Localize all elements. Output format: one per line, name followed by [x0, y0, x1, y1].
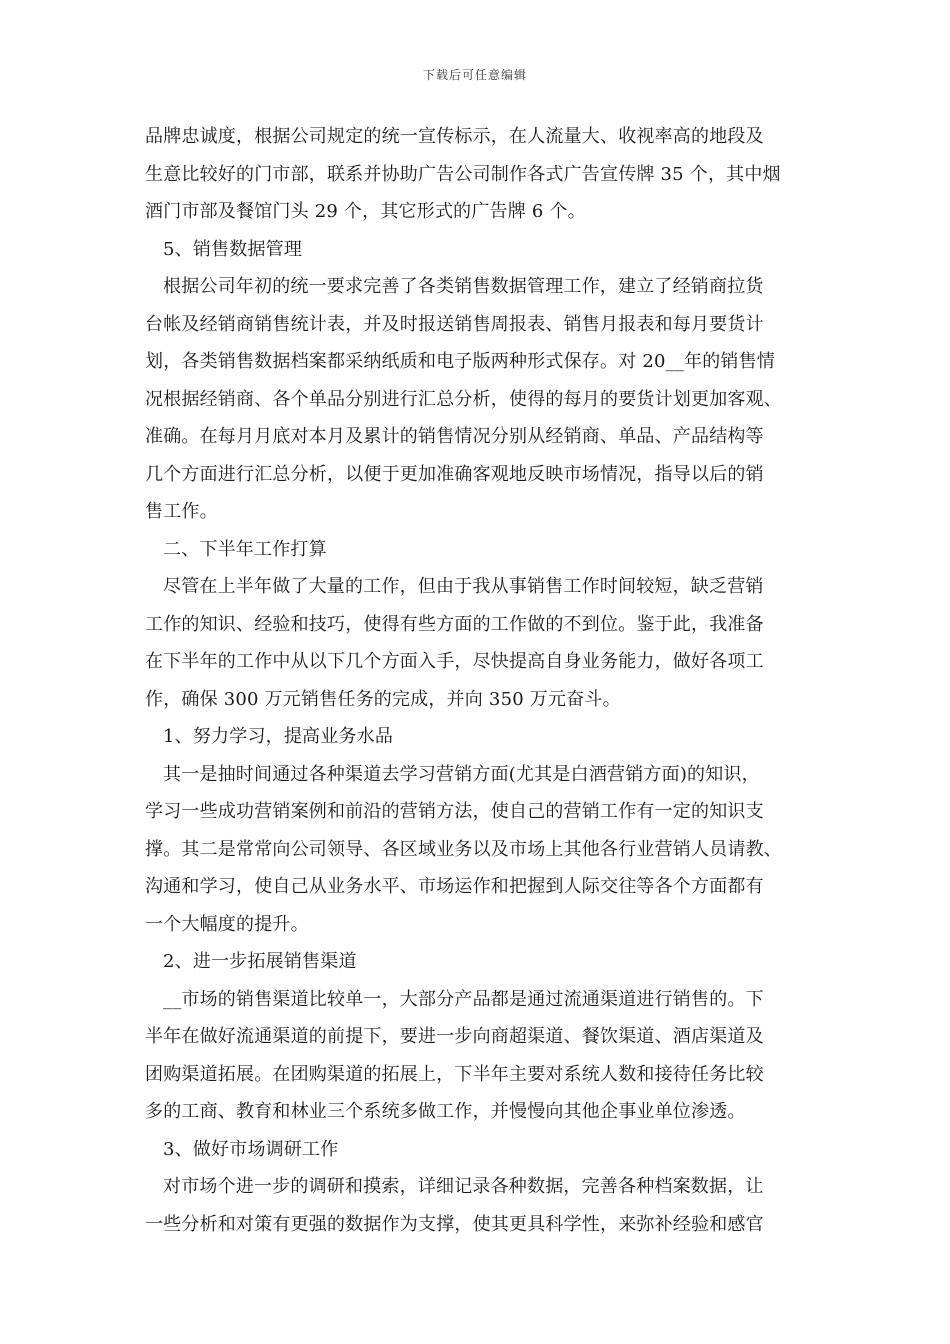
text-line: 酒门市部及餐馆门头 29 个，其它形式的广告牌 6 个。 [145, 201, 586, 222]
text-line: 生意比较好的门市部，联系并协助广告公司制作各式广告宣传牌 35 个，其中烟 [145, 163, 781, 185]
text-line: 准确。在每月月底对本月及累计的销售情况分别从经销商、单品、产品结构等 [145, 426, 764, 447]
text-line: 在下半年的工作中从以下几个方面入手，尽快提高自身业务能力，做好各项工 [145, 651, 764, 672]
document-body [145, 118, 810, 1243]
text-line: 二、下半年工作打算 [163, 538, 327, 560]
text-line: 其一是抽时间通过各种渠道去学习营销方面(尤其是白酒营销方面)的知识， [163, 763, 760, 785]
text-line: 工作的知识、经验和技巧，使得有些方面的工作做的不到位。鉴于此，我准备 [145, 613, 764, 635]
text-line: 学习一些成功营销案例和前沿的营销方法，使自己的营销工作有一定的知识支 [145, 801, 764, 822]
text-line: 售工作。 [145, 501, 218, 522]
text-line: 多的工商、教育和林业三个系统多做工作，并慢慢向其他企事业单位渗透。 [145, 1101, 746, 1122]
text-line: 几个方面进行汇总分析，以便于更加准确客观地反映市场情况，指导以后的销 [145, 463, 764, 485]
page-header: 下载后可任意编辑 [422, 68, 527, 82]
text-line: 团购渠道拓展。在团购渠道的拓展上，下半年主要对系统人数和接待任务比较 [145, 1063, 764, 1085]
text-line: 半年在做好流通渠道的前提下，要进一步向商超渠道、餐饮渠道、酒店渠道及 [145, 1026, 764, 1047]
text-line: 撑。其二是常常向公司领导、各区域业务以及市场上其他各行业营销人员请教、 [145, 838, 782, 860]
text-line: 尽管在上半年做了大量的工作，但由于我从事销售工作时间较短，缺乏营销 [163, 576, 764, 597]
text-line: 沟通和学习，使自己从业务水平、市场运作和把握到人际交往等各个方面都有 [145, 876, 764, 897]
text-line: 对市场个进一步的调研和摸索，详细记录各种数据，完善各种档案数据，让 [163, 1176, 764, 1197]
text-line: 1、努力学习，提高业务水品 [163, 726, 394, 747]
text-line: 3、做好市场调研工作 [163, 1138, 339, 1160]
text-line: 根据公司年初的统一要求完善了各类销售数据管理工作，建立了经销商拉货 [163, 276, 764, 297]
text-line: 2、进一步拓展销售渠道 [163, 951, 357, 972]
text-line: 一个大幅度的提升。 [145, 913, 309, 935]
text-line: 作，确保 300 万元销售任务的完成，并向 350 万元奋斗。 [145, 688, 621, 710]
text-line: 品牌忠诚度，根据公司规定的统一宣传标示，在人流量大、收视率高的地段及 [145, 126, 764, 147]
text-line: 划，各类销售数据档案都采纳纸质和电子版两种形式保存。对 20__年的销售情 [145, 351, 776, 372]
text-line: 5、销售数据管理 [163, 238, 303, 260]
text-line: __市场的销售渠道比较单一，大部分产品都是通过流通渠道进行销售的。下 [163, 988, 764, 1010]
text-line: 一些分析和对策有更强的数据作为支撑，使其更具科学性，来弥补经验和感官 [145, 1213, 764, 1235]
text-line: 台帐及经销商销售统计表，并及时报送销售周报表、销售月报表和每月要货计 [145, 313, 764, 335]
text-line: 况根据经销商、各个单品分别进行汇总分析，使得的每月的要货计划更加客观、 [145, 388, 782, 410]
